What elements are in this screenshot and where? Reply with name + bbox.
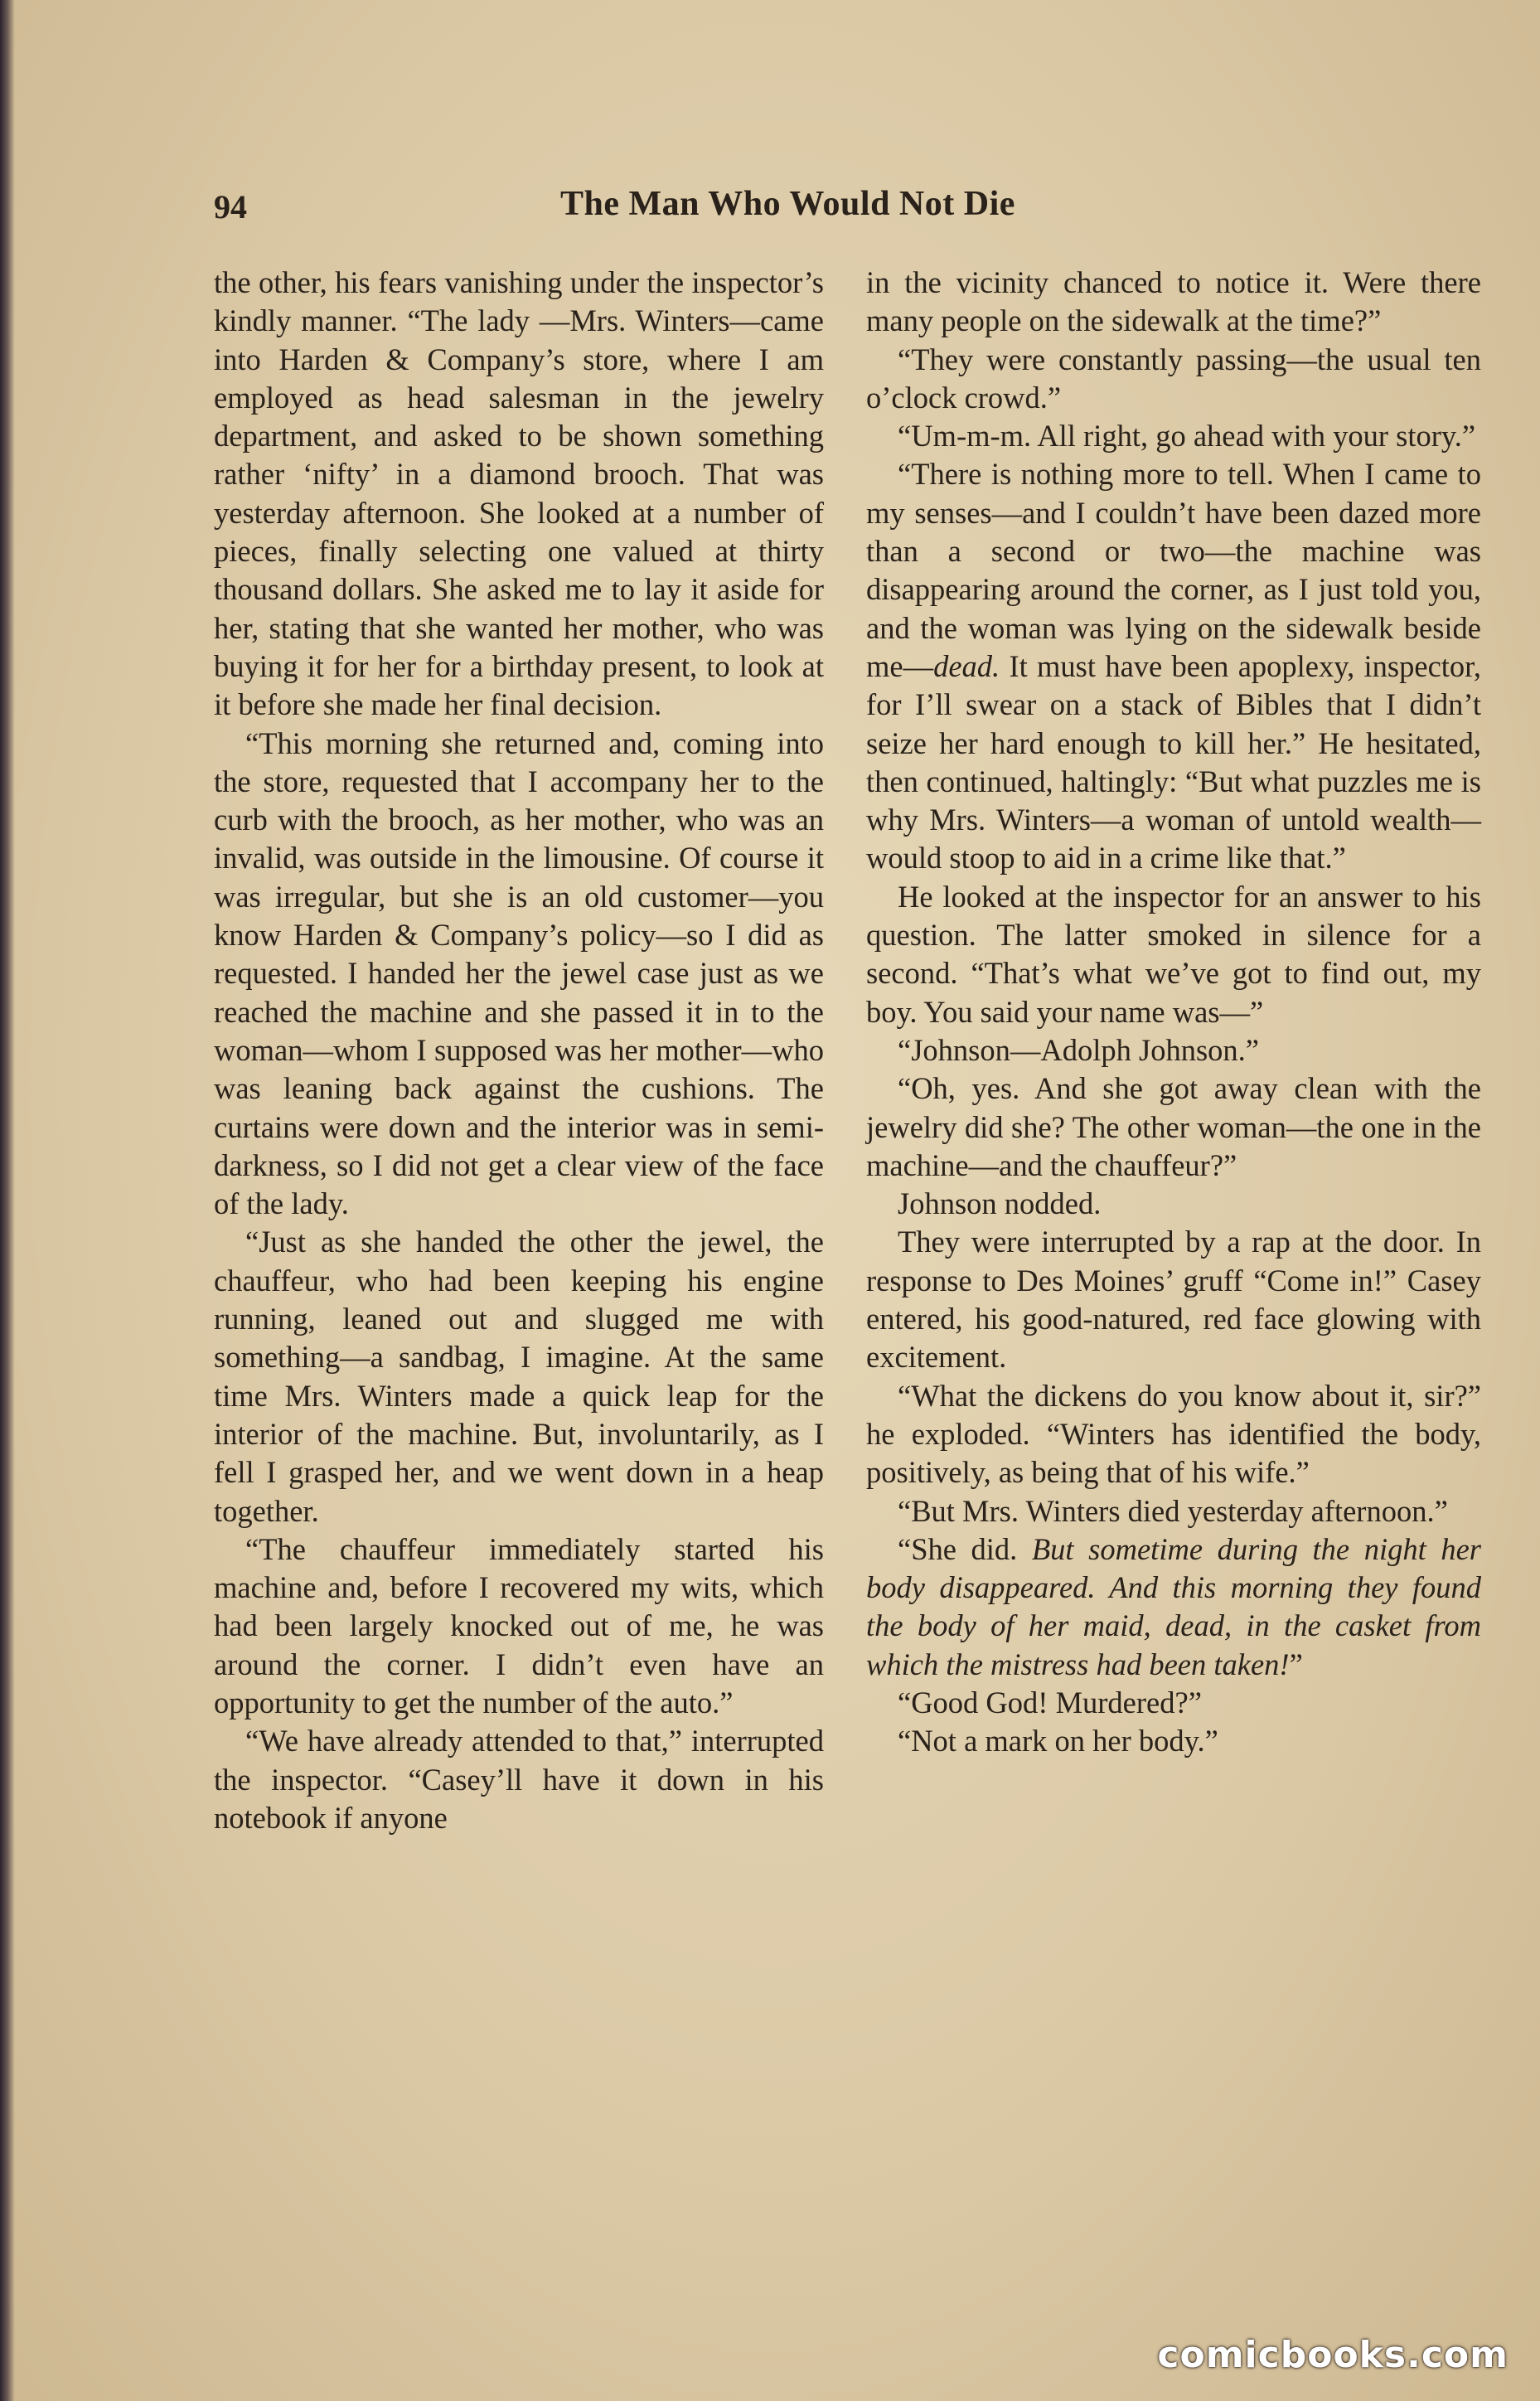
paragraph — [866, 417, 1481, 455]
page-number: 94 — [214, 188, 247, 226]
italic-text: But sometime during the night her body disappeared. And this morning they found the body of her maid, dead, in the casket from which the mistress had been taken! — [866, 1531, 1481, 1681]
paragraph — [866, 341, 1481, 418]
paragraph — [866, 878, 1481, 1031]
paragraph-text: It must have been apoplexy, inspector, for I’ll swear on a stack of Bibles that I didn’t seize her hard enough to kill her.” He hesitated, then continued, haltingly: “But what puzzles me is why Mrs. Winters—a woman of untold wealth—would stoop to aid in a crime like that.” — [866, 648, 1481, 876]
paragraph — [214, 264, 824, 725]
paragraph-text: They were interrupted by a rap at the door. In response to Des Moines’ gruff “Come in!” Casey entered, his good-natured, red face glowing with excitement. — [866, 1225, 1481, 1375]
paragraph-text: “But Mrs. Winters died yesterday afternoon.” — [898, 1493, 1448, 1528]
paragraph-text: “She did. — [898, 1531, 1032, 1566]
paragraph — [866, 1377, 1481, 1492]
paragraph-text: “There is nothing more to tell. When I came to my senses—and I couldn’t have been dazed more than a second or two—the machine was disappearing around the corner, as I just told you, and the woman was lying on the sidewalk beside me— — [866, 457, 1481, 683]
paragraph-text: “Just as she handed the other the jewel, the chauffeur, who had been keeping his engine running, leaned out and slugged me with something—a sandbag, I imagine. At the same time Mrs. Winters made a quick leap for the interior of the machine. But, involuntarily, as I fell I grasped her, and we went down in a heap together. — [214, 1225, 824, 1528]
paragraph-text: “Johnson—Adolph Johnson.” — [898, 1032, 1259, 1067]
italic-text: dead. — [933, 648, 1000, 683]
page-header — [214, 181, 1490, 230]
paragraph-text: “Not a mark on her body.” — [898, 1724, 1218, 1758]
paragraph-text: “The chauffeur immediately started his machine and, before I recovered my wits, which had been largely knocked out of me, he was around the corner. I didn’t even have an opportunity to get the number of the auto.” — [214, 1531, 824, 1720]
paragraph — [866, 455, 1481, 877]
paragraph-text: the other, his fears vanishing under the inspector’s kindly manner. “The lady —Mrs. Winters—came into Harden & Company’s store, where I am employed as head salesman in the jewelry department, and asked to be shown something rather ‘nifty’ in a diamond brooch. That was yesterday afternoon. She looked at a number of pieces, finally selecting one valued at thirty thousand dollars. She asked me to lay it aside for her, stating that she wanted her mother, who was buying it for her for a birthday present, to look at it before she made her final decision. — [214, 265, 824, 722]
paragraph — [866, 1031, 1481, 1070]
paragraph-text: “We have already attended to that,” interrupted the inspector. “Casey’ll have it down in his notebook if anyone — [214, 1724, 824, 1835]
paragraph — [866, 1185, 1481, 1223]
running-title: The Man Who Would Not Die — [560, 185, 1015, 223]
paragraph-text: “They were constantly passing—the usual ten o’clock crowd.” — [866, 342, 1481, 415]
paragraph-text: “What the dickens do you know about it, sir?” he exploded. “Winters has identified the body, positively, as being that of his wife.” — [866, 1378, 1481, 1490]
paragraph — [866, 1684, 1481, 1722]
paragraph-text: in the vicinity chanced to notice it. Were there many people on the sidewalk at the time?” — [866, 265, 1481, 338]
right-text-column — [866, 264, 1481, 1761]
paragraph-text: ” — [1289, 1647, 1303, 1681]
paragraph — [214, 1722, 824, 1837]
book-spine-edge — [0, 0, 15, 2401]
paragraph — [866, 1070, 1481, 1185]
paragraph-text: “This morning she returned and, coming into the store, requested that I accompany her to the curb with the brooch, as her mother, who was an invalid, was outside in the limousine. Of course it was irregular, but she is an old customer—you know Harden & Company’s policy—so I did as requested. I handed her the jewel case just as we reached the machine and she passed it in to the woman—whom I supposed was her mother—who was leaning back against the cushions. The curtains were down and the interior was in semi-darkness, so I did not get a clear view of the face of the lady. — [214, 725, 824, 1221]
paragraph — [866, 264, 1481, 341]
paragraph — [866, 1722, 1481, 1760]
paragraph-text: “Oh, yes. And she got away clean with the jewelry did she? The other woman—the one in the machine—and the chauffeur?” — [866, 1071, 1481, 1182]
paragraph-text: “Um-m-m. All right, go ahead with your story.” — [898, 419, 1476, 454]
paragraph — [866, 1223, 1481, 1376]
paragraph — [214, 725, 824, 1224]
left-text-column — [214, 264, 824, 1837]
paragraph — [214, 1223, 824, 1530]
paragraph-text: Johnson nodded. — [898, 1186, 1102, 1221]
paragraph — [866, 1530, 1481, 1684]
paragraph — [214, 1530, 824, 1722]
paragraph — [866, 1492, 1481, 1530]
paragraph-text: He looked at the inspector for an answer to his question. The latter smoked in silence for a second. “That’s what we’ve got to find out, my boy. You said your name was—” — [866, 879, 1481, 1029]
watermark: comicbooks.com — [1157, 2334, 1509, 2376]
paragraph-text: “Good God! Murdered?” — [898, 1685, 1202, 1720]
